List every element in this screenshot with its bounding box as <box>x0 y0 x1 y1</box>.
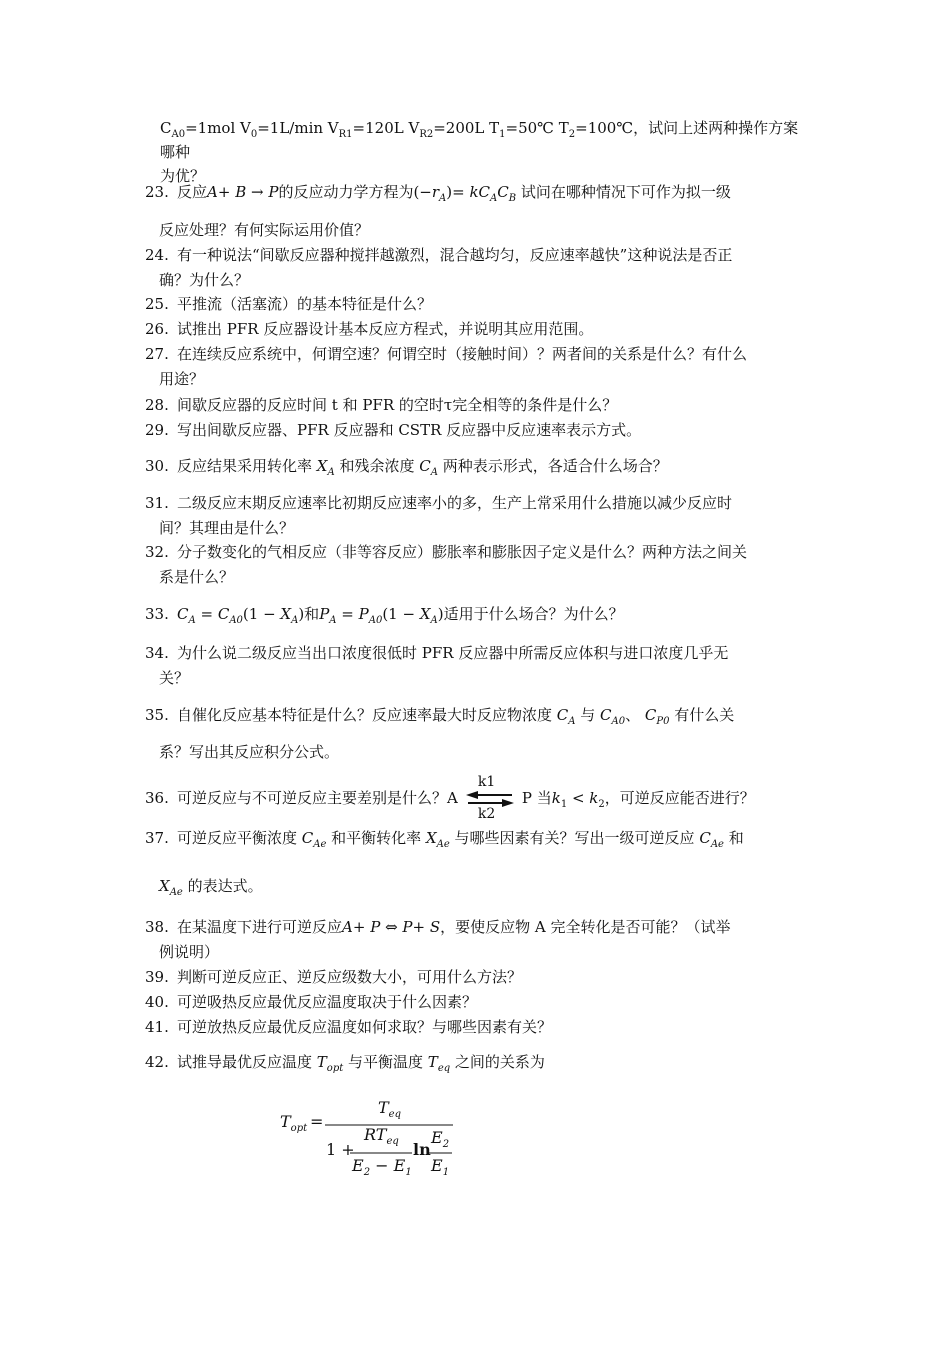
question-number: 33. <box>145 605 169 623</box>
question-line <box>145 641 807 665</box>
question-text: 可逆反应平衡浓度 $C_{Ae}$ 和平衡转化率 $X_{Ae}$ 与哪些因素有关？写出一级可逆反应 $C_{Ae}$ 和 <box>177 829 744 850</box>
question-line <box>145 915 807 939</box>
question-text: 平推流（活塞流）的基本特征是什么？ <box>177 295 433 313</box>
question-text: 为什么说二级反应当出口浓度很低时 PFR 反应器中所需反应体积与进口浓度几乎无 <box>177 644 729 662</box>
question-24 <box>145 243 807 292</box>
question-number: 28. <box>145 396 169 414</box>
question-number: 41. <box>145 1018 169 1036</box>
question-text: 在连续反应系统中，何谓空速？何谓空时（接触时间）？两者间的关系是什么？有什么 <box>177 345 748 363</box>
question-line <box>145 965 807 989</box>
question-text: 试推导最优反应温度 $T_{opt}$ 与平衡温度 $T_{eq}$ 之间的关系为 <box>177 1053 545 1074</box>
formula-numerator: $T_{eq}$ <box>378 1098 401 1121</box>
question-text: 间歇反应器的反应时间 t 和 PFR 的空时τ完全相等的条件是什么？ <box>177 396 618 414</box>
reversible-arrows-icon <box>466 774 514 822</box>
question-34 <box>145 641 807 690</box>
question-number: 39. <box>145 968 169 986</box>
question-text: 在某温度下进行可逆反应A+ P ⇔ P+ S，要使反应物 A 完全转化是否可能？（试举 <box>177 918 731 936</box>
formula-equals: = <box>310 1112 324 1131</box>
formula-e2-minus-e1: $E_2 - E_1$ <box>352 1156 412 1179</box>
question-37 <box>145 826 807 898</box>
question-text: 自催化反应基本特征是什么？反应速率最大时反应物浓度 $C_A$ 与 $C_{A0}$、 $C_{P0}$ 有什么关 <box>177 706 735 727</box>
question-line <box>145 342 807 366</box>
question-line <box>145 243 807 267</box>
question-number: 23. <box>145 183 169 201</box>
formula-ln-denominator: $E_1$ <box>431 1156 450 1179</box>
question-line <box>145 703 807 727</box>
question-line <box>145 1050 807 1074</box>
question-continuation: 反应处理？有何实际运用价值？ <box>159 221 370 239</box>
question-text: 分子数变化的气相反应（非等容反应）膨胀率和膨胀因子定义是什么？两种方法之间关 <box>177 543 748 561</box>
question-38 <box>145 915 807 964</box>
question-text: 判断可逆反应正、逆反应级数大小，可用什么方法？ <box>177 968 523 986</box>
question-number: 32. <box>145 543 169 561</box>
double-arrow-icon <box>466 791 514 807</box>
question-number: 24. <box>145 246 169 264</box>
question-line <box>145 1015 807 1039</box>
question-line <box>145 418 807 442</box>
question-text: 有一种说法“间歇反应器种搅拌越激烈，混合越均匀，反应速率越快”这种说法是否正 <box>177 246 733 264</box>
question-line <box>145 774 807 822</box>
formula-rt: $RT_{eq}$ <box>364 1125 399 1148</box>
question-number: 40. <box>145 993 169 1011</box>
question-number: 34. <box>145 644 169 662</box>
question-number: 31. <box>145 494 169 512</box>
intro-text <box>160 116 808 188</box>
question-42 <box>145 1050 807 1074</box>
question-line <box>145 454 807 478</box>
question-continuation: 间？其理由是什么？ <box>159 519 295 537</box>
question-41 <box>145 1015 807 1039</box>
question-text: 试推出 PFR 反应器设计基本反应方程式，并说明其应用范围。 <box>177 320 594 338</box>
question-line <box>145 292 807 316</box>
question-continuation: 例说明） <box>159 943 220 961</box>
question-text: $C_A = C_{A0}(1 - X_A)$和$P_A = P_{A0}(1 - X_A)$适用于什么场合？为什么？ <box>177 605 624 626</box>
question-35 <box>145 703 807 764</box>
question-line <box>145 491 807 515</box>
question-29 <box>145 418 807 442</box>
question-continuation: 用途？ <box>159 370 205 388</box>
question-23 <box>145 180 807 242</box>
question-36 <box>145 774 807 822</box>
question-28 <box>145 393 807 417</box>
question-continuation: 系？写出其反应积分公式。 <box>159 743 340 761</box>
question-39 <box>145 965 807 989</box>
k2-label: k2 <box>477 806 496 822</box>
question-text: 二级反应末期反应速率比初期反应速率小的多，生产上常采用什么措施以减少反应时 <box>177 494 733 512</box>
question-line <box>145 826 807 850</box>
question-number: 42. <box>145 1053 169 1071</box>
question-number: 30. <box>145 457 169 475</box>
question-26 <box>145 317 807 341</box>
intro-line-2: 为优？ <box>160 167 206 185</box>
optimal-temperature-formula <box>280 1097 480 1181</box>
question-number: 37. <box>145 829 169 847</box>
question-line <box>145 393 807 417</box>
formula-ln: ln <box>413 1140 431 1159</box>
question-line <box>145 602 807 626</box>
question-continuation: $X_{Ae}$ 的表达式。 <box>159 877 263 898</box>
question-31 <box>145 491 807 540</box>
question-number: 38. <box>145 918 169 936</box>
question-line <box>145 317 807 341</box>
question-number: 27. <box>145 345 169 363</box>
question-continuation: 系是什么？ <box>159 568 235 586</box>
formula-one-plus: 1 + <box>326 1140 355 1159</box>
question-line <box>145 180 807 204</box>
question-text: 反应A+ B → P的反应动力学方程为$(-r_A)= kC_AC_B$ 试问在哪种情况下可作为拟一级 <box>177 183 731 204</box>
question-25 <box>145 292 807 316</box>
question-continuation: 关？ <box>159 669 190 687</box>
question-text: 可逆反应与不可逆反应主要差别是什么？A <box>177 789 458 807</box>
question-40 <box>145 990 807 1014</box>
question-text-after: P 当$k_1 < k_2$，可逆反应能否进行？ <box>521 789 755 810</box>
question-continuation: 确？为什么？ <box>159 271 250 289</box>
question-line <box>145 540 807 564</box>
question-text: 可逆吸热反应最优反应温度取决于什么因素？ <box>177 993 478 1011</box>
question-text: 反应结果采用转化率 $X_A$ 和残余浓度 $C_A$ 两种表示形式，各适合什么场合？ <box>177 457 668 478</box>
formula-ln-numerator: $E_2$ <box>431 1128 450 1151</box>
formula-lhs: $T_{opt}$ <box>280 1112 308 1135</box>
question-number: 36. <box>145 789 169 807</box>
question-32 <box>145 540 807 589</box>
k1-label: k1 <box>477 774 496 790</box>
question-number: 25. <box>145 295 169 313</box>
question-text: 可逆放热反应最优反应温度如何求取？与哪些因素有关？ <box>177 1018 553 1036</box>
question-33 <box>145 602 807 626</box>
question-text: 写出间歇反应器、PFR 反应器和 CSTR 反应器中反应速率表示方式。 <box>177 421 642 439</box>
question-number: 26. <box>145 320 169 338</box>
question-number: 29. <box>145 421 169 439</box>
question-line <box>145 990 807 1014</box>
intro-line-1: $C_{A0}=1mol$ $V_0=1L/\min$ $V_{R1}=120L$ $V_{R2}=200L$ $T_1=50℃$ $T_2=100℃$，试问上述两种操作方案哪种 <box>160 119 799 161</box>
question-30 <box>145 454 807 478</box>
question-27 <box>145 342 807 391</box>
question-number: 35. <box>145 706 169 724</box>
